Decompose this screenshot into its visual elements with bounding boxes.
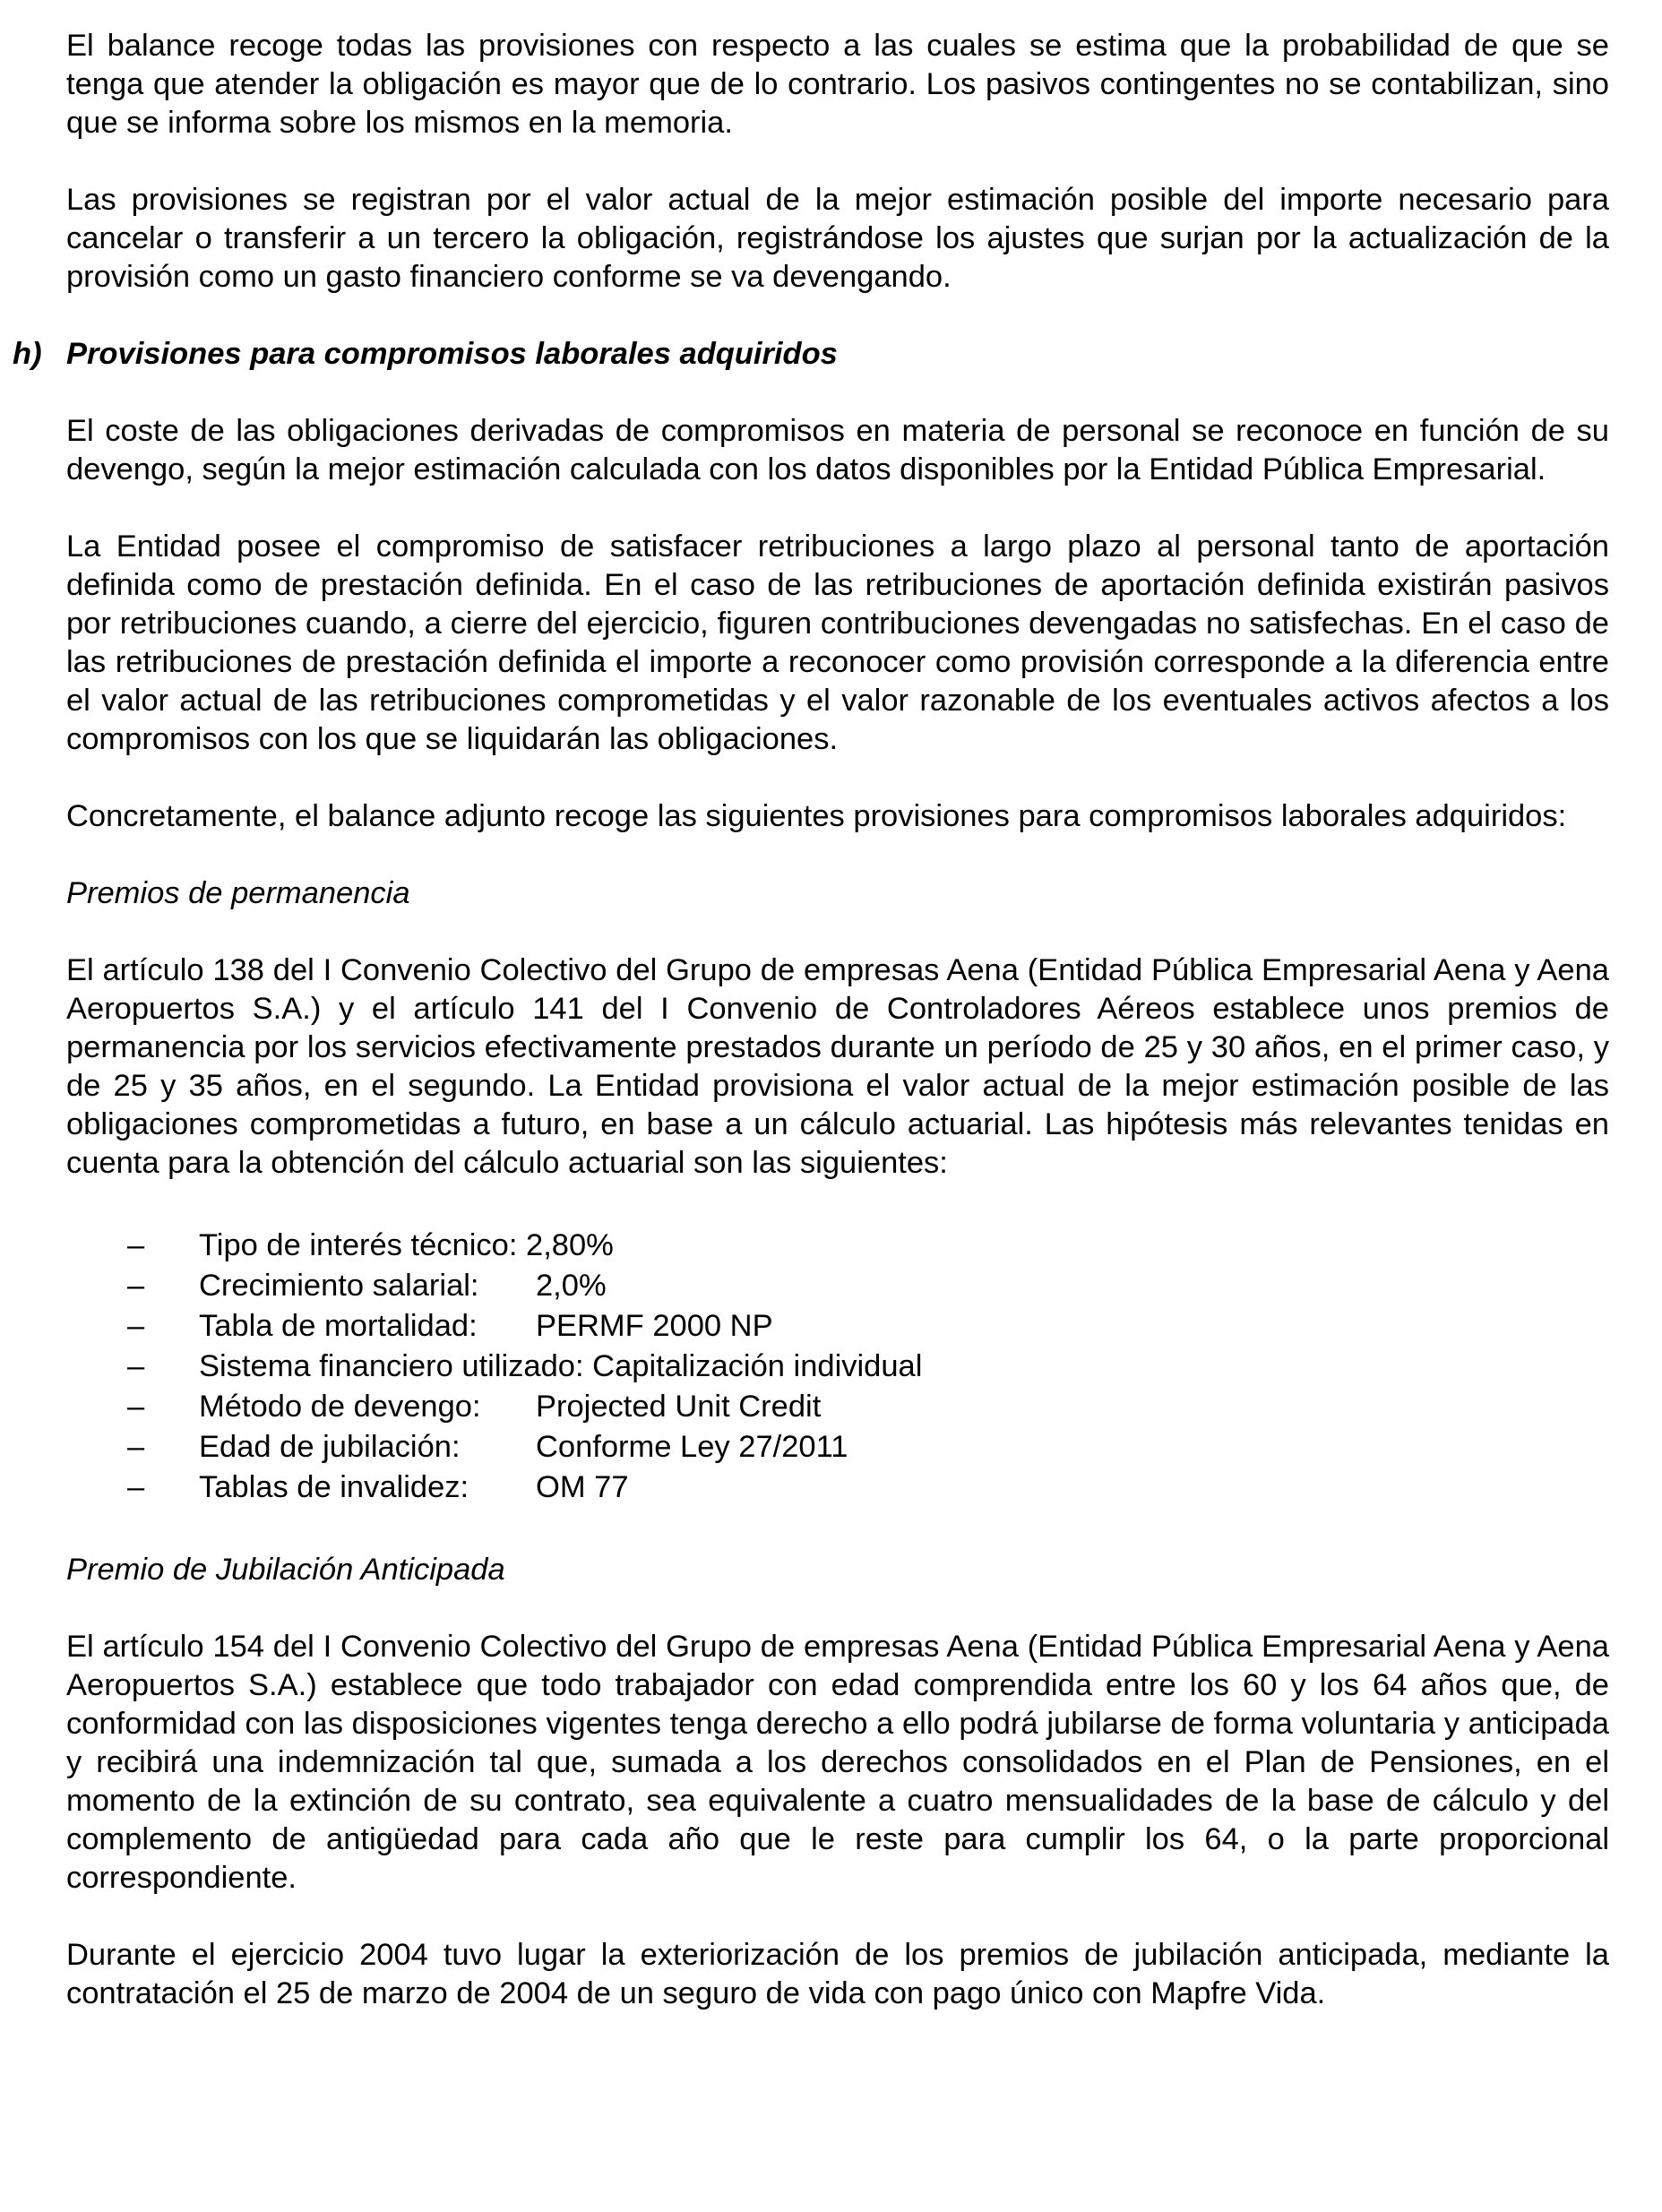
dash-bullet: –	[127, 1309, 145, 1343]
hypothesis-label: Método de devengo:	[199, 1390, 481, 1424]
document-page	[13, 27, 1609, 2013]
paragraph-concretamente: Concretamente, el balance adjunto recoge las siguientes provisiones para compromisos laborales adquiridos:	[66, 799, 1567, 833]
dash-bullet: –	[127, 1349, 145, 1383]
hypothesis-value: OM 77	[536, 1470, 629, 1504]
list-item	[66, 1226, 1609, 1266]
hypothesis-label: Tabla de mortalidad:	[199, 1309, 478, 1343]
dash-bullet: –	[127, 1390, 145, 1424]
paragraph-provisiones-registro: Las provisiones se registran por el valor actual de la mejor estimación posible del importe necesario para cancelar o transferir a un tercero la obligación, registrándose los ajustes que surjan por la actualización de la provisión como un gasto financiero conforme se va devengando.	[66, 183, 1609, 294]
dash-bullet: –	[127, 1470, 145, 1504]
hypothesis-label: Tipo de interés técnico:	[199, 1228, 518, 1262]
hypothesis-value: Conforme Ley 27/2011	[536, 1430, 848, 1464]
subheading-premios-permanencia: Premios de permanencia	[66, 876, 410, 910]
list-item	[66, 1387, 1609, 1427]
paragraph-exteriorizacion: Durante el ejercicio 2004 tuvo lugar la exteriorización de los premios de jubilación anticipada, mediante la contratación el 25 de marzo de 2004 de un seguro de vida con pago único con Mapfre Vida.	[66, 1938, 1609, 2010]
hypothesis-value: PERMF 2000 NP	[536, 1309, 773, 1343]
paragraph-articulo-154: El artículo 154 del I Convenio Colectivo del Grupo de empresas Aena (Entidad Pública Empresarial Aena y Aena Aeropuertos S.A.) establece que todo trabajador con edad comprendida entre los 60 y los 64 años que, de conformidad con las disposiciones vigentes tenga derecho a ello podrá jubilarse de forma voluntaria y anticipada y recibirá una indemnización tal que, sumada a los derechos consolidados en el Plan de Pensiones, en el momento de la extinción de su contrato, sea equivalente a cuatro mensualidades de la base de cálculo y del complemento de antigüedad para cada año que le reste para cumplir los 64, o la parte proporcional correspondiente.	[66, 1630, 1609, 1895]
dash-bullet: –	[127, 1228, 145, 1262]
hypothesis-value: 2,0%	[536, 1269, 607, 1303]
hypothesis-label: Edad de jubilación:	[199, 1430, 461, 1464]
dash-bullet: –	[127, 1269, 145, 1303]
paragraph-coste-obligaciones: El coste de las obligaciones derivadas de compromisos en materia de personal se reconoce en función de su devengo, según la mejor estimación calculada con los datos disponibles por la Entidad Pública Empresarial.	[66, 414, 1609, 486]
list-item	[66, 1427, 1609, 1467]
hypothesis-value: Capitalización individual	[592, 1349, 923, 1383]
list-item	[66, 1467, 1609, 1508]
hypothesis-label: Crecimiento salarial:	[199, 1269, 479, 1303]
paragraph-compromiso-retribuciones: La Entidad posee el compromiso de satisfacer retribuciones a largo plazo al personal tanto de aportación definida como de prestación definida. En el caso de las retribuciones de aportación definida existirán pasivos por retribuciones cuando, a cierre del ejercicio, figuren contribuciones devengadas no satisfechas. En el caso de las retribuciones de prestación definida el importe a reconocer como provisión corresponde a la diferencia entre el valor actual de las retribuciones comprometidas y el valor razonable de los eventuales activos afectos a los compromisos con los que se liquidarán las obligaciones.	[66, 529, 1609, 756]
paragraph-provisiones-balance: El balance recoge todas las provisiones con respecto a las cuales se estima que la probabilidad de que se tenga que atender la obligación es mayor que de lo contrario. Los pasivos contingentes no se contabilizan, sino que se informa sobre los mismos en la memoria.	[66, 29, 1609, 140]
section-letter: h)	[13, 337, 42, 371]
hypothesis-label: Tablas de invalidez:	[199, 1470, 469, 1504]
hypothesis-value: 2,80%	[526, 1228, 614, 1262]
list-item	[66, 1306, 1609, 1347]
list-item	[66, 1266, 1609, 1306]
hypothesis-value: Projected Unit Credit	[536, 1390, 822, 1424]
list-item	[66, 1347, 1609, 1387]
subheading-premio-jubilacion: Premio de Jubilación Anticipada	[66, 1553, 505, 1587]
section-heading-h	[13, 335, 1609, 374]
dash-bullet: –	[127, 1430, 145, 1464]
hypotheses-list	[66, 1226, 1609, 1508]
hypothesis-label: Sistema financiero utilizado:	[199, 1349, 584, 1383]
paragraph-articulo-138: El artículo 138 del I Convenio Colectivo del Grupo de empresas Aena (Entidad Pública Empresarial Aena y Aena Aeropuertos S.A.) y el artículo 141 del I Convenio de Controladores Aéreos establece unos premios de permanencia por los servicios efectivamente prestados durante un período de 25 y 30 años, en el primer caso, y de 25 y 35 años, en el segundo. La Entidad provisiona el valor actual de la mejor estimación posible de las obligaciones comprometidas a futuro, en base a un cálculo actuarial. Las hipótesis más relevantes tenidas en cuenta para la obtención del cálculo actuarial son las siguientes:	[66, 953, 1609, 1180]
section-title: Provisiones para compromisos laborales adquiridos	[66, 337, 838, 371]
